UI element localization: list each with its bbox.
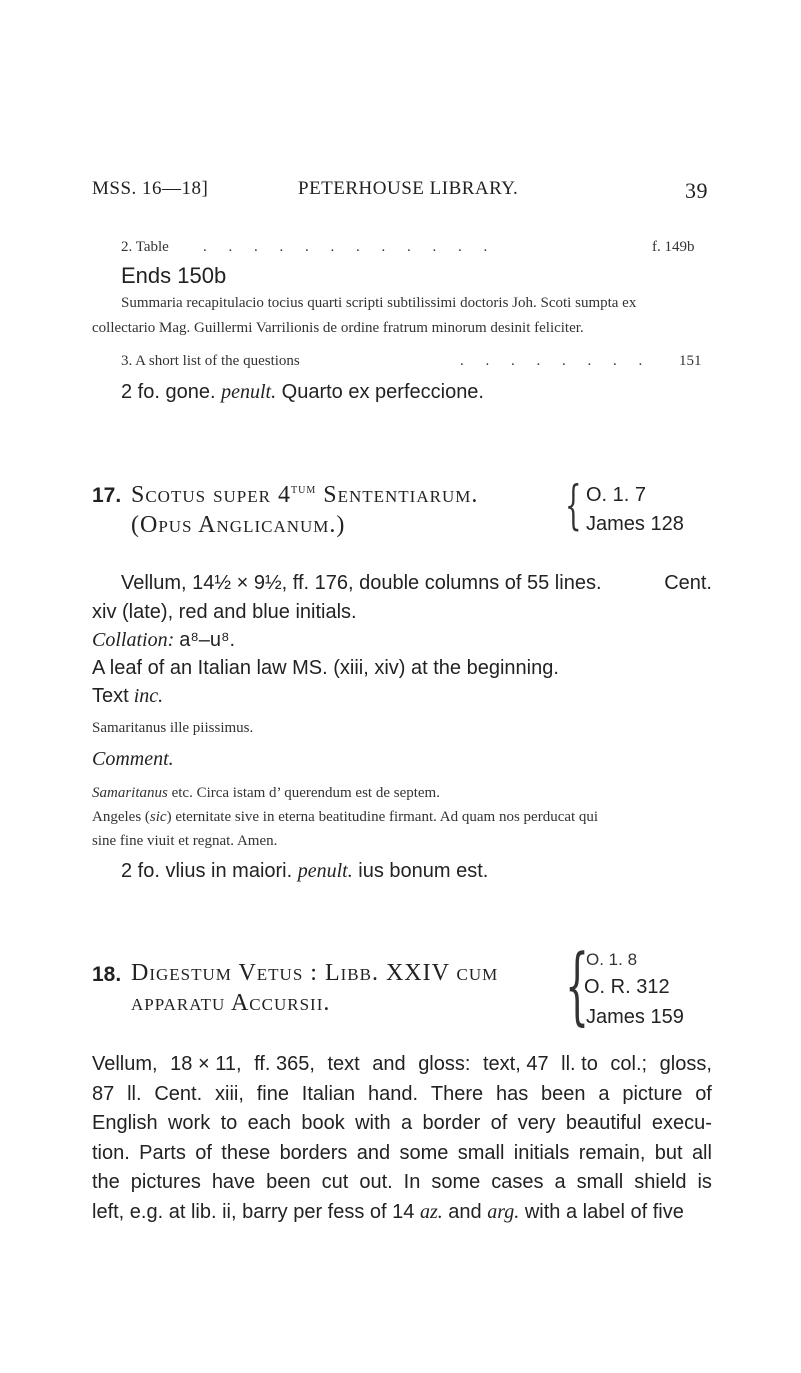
comment-line-2-b: ) eternitate sive in eterna beatitudine firmant. Ad quam nos perducat qui — [166, 809, 599, 825]
item-2-label: 2. Table — [121, 239, 169, 255]
word: initials — [513, 1141, 570, 1164]
text-label: Text — [92, 685, 129, 707]
word: Italian — [301, 1082, 356, 1105]
desc-17-main: Vellum, 14½ × 9½, ff. 176, double columns of 55 lines. — [121, 572, 602, 594]
entry-17-shelfmark-1: O. 1. 7 — [586, 484, 647, 506]
entry-17-title-line-1 — [131, 481, 478, 509]
entry-18-shelfmark-brace: { — [565, 936, 590, 1034]
entry-18-line — [92, 1080, 712, 1110]
collation-label: Collation: — [92, 629, 175, 651]
word: some — [431, 1171, 481, 1193]
word: execu- — [651, 1112, 712, 1134]
running-header-title: PETERHOUSE LIBRARY. — [298, 178, 519, 199]
penult-label: penult. — [221, 381, 277, 403]
entry-18-line — [92, 1139, 712, 1169]
page-number: 39 — [685, 178, 708, 203]
word: 18 × 11, — [170, 1053, 242, 1075]
word: pictures — [130, 1171, 201, 1193]
and-word: and — [448, 1200, 482, 1223]
entry-18-shelfmark-1: O. 1. 8 — [586, 950, 638, 969]
inc-label: inc. — [133, 685, 164, 707]
word: ff. 365, — [254, 1053, 315, 1075]
entry-17-comment-line-1 — [92, 785, 440, 802]
entry-17-comment-line-2 — [92, 809, 598, 826]
entry-18-last-line — [92, 1198, 712, 1228]
item-3-dots: . . . . . . . . — [460, 353, 652, 369]
word: xiii, — [215, 1082, 244, 1105]
word: beautiful — [565, 1112, 642, 1134]
word: remain, — [578, 1141, 646, 1164]
word: picture — [622, 1082, 683, 1105]
entry-18-shelfmark-3: James 159 — [586, 1006, 684, 1028]
entry-17-collation — [92, 629, 235, 652]
title-17-sup: tum — [291, 481, 317, 497]
word: book — [301, 1112, 345, 1134]
entry-18-title-line-1: Digestum Vetus : Libb. XXIV cum — [131, 960, 499, 986]
entry-17-leaf-note: A leaf of an Italian law MS. (xiii, xiv) at the beginning. — [92, 657, 559, 679]
entry-17-comment-line-3: sine fine viuit et regnat. Amen. — [92, 833, 278, 849]
second-folio-prefix: 2 fo. gone. — [121, 381, 216, 403]
entry-17-desc-line-2: xiv (late), red and blue initials. — [92, 601, 357, 623]
word: to — [220, 1112, 238, 1134]
word: have — [211, 1171, 256, 1193]
entry-17-second-folio — [121, 860, 488, 883]
word: of — [695, 1082, 712, 1105]
entry-18-line — [92, 1168, 712, 1198]
entry-17-desc-line-1 — [121, 572, 712, 595]
word: and — [356, 1141, 391, 1164]
second-folio-rest: Quarto ex perfeccione. — [281, 381, 484, 403]
word: Parts — [139, 1141, 186, 1164]
word: cut — [321, 1171, 349, 1193]
last-line-a: left, e.g. at lib. ii, barry per fess of 14 — [92, 1200, 415, 1223]
word: and — [372, 1053, 406, 1075]
word: text, 47 — [483, 1053, 549, 1075]
word: is — [697, 1171, 712, 1193]
entry-18-line — [92, 1050, 712, 1080]
item-2-folio: f. 149b — [652, 239, 695, 255]
word: tion. — [92, 1141, 130, 1164]
word: the — [92, 1171, 120, 1193]
word: text — [327, 1053, 360, 1075]
word: ll. — [127, 1082, 142, 1105]
word: gloss, — [659, 1053, 712, 1075]
az-term: az. — [419, 1200, 443, 1223]
summary-line-1: Summaria recapitulacio tocius quarti scripti subtilissimi doctoris Joh. Scoti sumpta ex — [121, 295, 637, 311]
word: has — [495, 1082, 529, 1105]
comment-line-1-rest: etc. Circa istam d’ querendum est de septem. — [171, 785, 440, 801]
word: In — [403, 1171, 421, 1193]
word: out. — [359, 1171, 393, 1193]
desc-17-cent: Cent. — [664, 572, 712, 594]
ends-line: Ends 150b — [121, 263, 227, 288]
word: a — [401, 1112, 413, 1134]
word: work — [167, 1112, 211, 1134]
entry-17-incipit: Samaritanus ille piissimus. — [92, 720, 254, 736]
comment-incipit-word: Samaritanus — [92, 785, 168, 801]
penult-17-label: penult. — [297, 860, 353, 882]
word: border — [422, 1112, 481, 1134]
entry-17-comment-heading — [92, 748, 174, 771]
word: but — [654, 1141, 683, 1164]
word: hand. — [368, 1082, 419, 1105]
item-3-folio: 151 — [679, 353, 702, 369]
word: very — [517, 1112, 556, 1134]
collation-value: a⁸–u⁸. — [179, 629, 236, 651]
entry-17-shelfmark-brace: { — [565, 476, 582, 536]
entry-18-title-line-2: apparatu Accursii. — [131, 990, 331, 1016]
word: these — [221, 1141, 271, 1164]
last-line-b: with a label of five — [524, 1200, 684, 1223]
entry-17-text-inc — [92, 685, 163, 708]
word: of — [195, 1141, 212, 1164]
title-17-part-a: Scotus super 4 — [131, 482, 291, 508]
word: 87 — [92, 1082, 115, 1105]
word: small — [457, 1141, 505, 1164]
entry-18-number: 18. — [92, 963, 122, 986]
word: a — [598, 1082, 610, 1105]
item-3-label: 3. A short list of the questions — [121, 353, 300, 369]
word: cases — [491, 1171, 544, 1193]
word: all — [691, 1141, 712, 1164]
word: gloss: — [418, 1053, 471, 1075]
entry-18-line — [92, 1109, 712, 1139]
word: with — [355, 1112, 391, 1134]
summary-line-2: collectario Mag. Guillermi Varrilionis de ordine fratrum minorum desinit feliciter. — [92, 320, 584, 336]
word: ll. to — [561, 1053, 598, 1075]
entry-18-shelfmark-2: O. R. 312 — [584, 976, 670, 998]
word: small — [576, 1171, 624, 1193]
word: each — [247, 1112, 291, 1134]
second-folio-17-rest: ius bonum est. — [358, 860, 489, 882]
title-17-part-b: Sententiarum. — [323, 482, 479, 508]
word: Cent. — [154, 1082, 203, 1105]
word: fine — [256, 1082, 289, 1105]
entry-17-title-line-2: (Opus Anglicanum.) — [131, 512, 346, 538]
comment-line-2-a: Angeles ( — [92, 809, 150, 825]
word: been — [541, 1082, 586, 1105]
word: col.; — [610, 1053, 648, 1075]
running-header-left: MSS. 16—18] — [92, 178, 209, 199]
entry-18-justified-lines — [92, 1050, 712, 1198]
word: borders — [279, 1141, 348, 1164]
word: a — [554, 1171, 566, 1193]
second-folio-17-prefix: 2 fo. vlius in maiori. — [121, 860, 293, 882]
word: of — [490, 1112, 508, 1134]
word: There — [430, 1082, 484, 1105]
entry-17-shelfmark-2: James 128 — [586, 513, 684, 535]
sic-mark: sic — [149, 809, 167, 825]
word: English — [92, 1112, 158, 1134]
word: Vellum, — [92, 1053, 158, 1075]
item-2-dots: . . . . . . . . . . . . — [203, 239, 497, 255]
word: some — [399, 1141, 449, 1164]
arg-term: arg. — [487, 1200, 520, 1223]
comment-label: Comment. — [92, 748, 174, 770]
second-folio-prev — [121, 381, 484, 404]
word: shield — [634, 1171, 687, 1193]
entry-18-description — [92, 1050, 712, 1227]
word: been — [266, 1171, 311, 1193]
entry-17-number: 17. — [92, 484, 122, 507]
